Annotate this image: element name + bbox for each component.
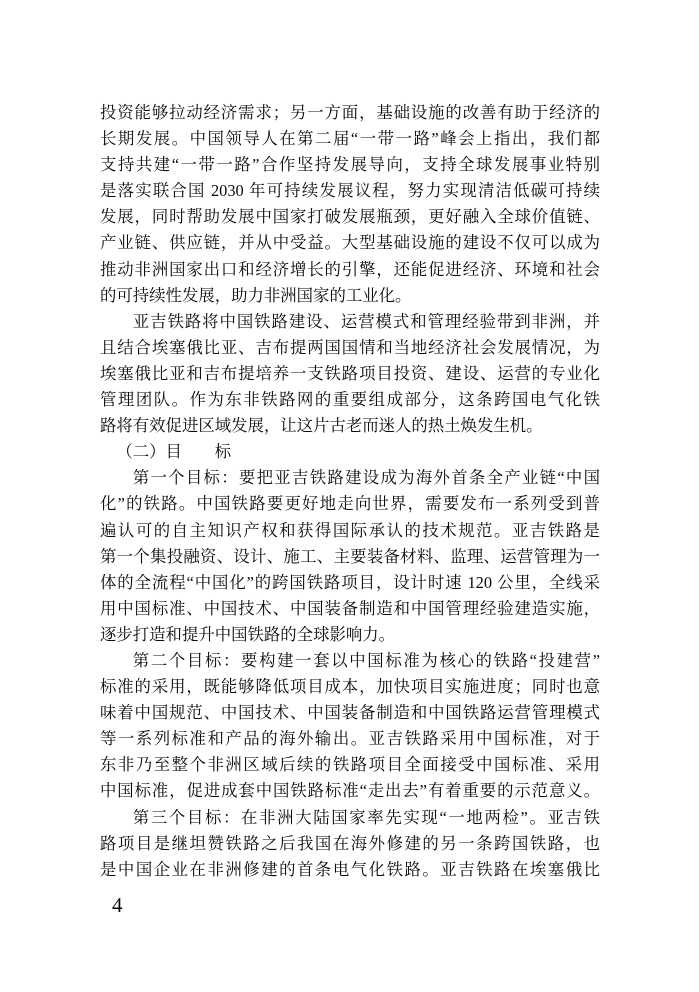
section-heading: （二）目 标 — [116, 442, 232, 462]
text-line: 产业链、供应链，并从中受益。大型基础设施的建设不仅可以成为 — [100, 233, 600, 253]
text-line: 味着中国规范、中国技术、中国装备制造和中国铁路运营管理模式 — [100, 703, 600, 723]
page-number: 4 — [112, 893, 123, 917]
text-line: 投资能够拉动经济需求；另一方面，基础设施的改善有助于经济的 — [100, 103, 600, 122]
text-line: 东非乃至整个非洲区域后续的铁路项目全面接受中国标准、采用 — [100, 755, 600, 775]
text-line: 亚吉铁路将中国铁路建设、运营模式和管理经验带到非洲，并 — [132, 311, 600, 331]
text-line: 逐步打造和提升中国铁路的全球影响力。 — [100, 624, 396, 644]
text-line: 标准的采用，既能够降低项目成本，加快项目实施进度；同时也意 — [100, 677, 600, 697]
text-line: 管理团队。作为东非铁路网的重要组成部分，这条跨国电气化铁 — [100, 390, 600, 410]
text-line: 遍认可的自主知识产权和获得国际承认的技术规范。亚吉铁路是 — [100, 520, 600, 540]
text-line: 路项目是继坦赞铁路之后我国在海外修建的另一条跨国铁路，也 — [100, 833, 600, 853]
text-line: 埃塞俄比亚和吉布提培养一支铁路项目投资、建设、运营的专业化 — [100, 363, 600, 383]
body-text — [100, 100, 600, 883]
text-line: 中国标准，促进成套中国铁路标准“走出去”有着重要的示范意义。 — [100, 781, 600, 801]
paragraph — [100, 309, 600, 439]
text-line: 发展，同时帮助发展中国家打破发展瓶颈，更好融入全球价值链、 — [100, 207, 600, 227]
text-line: 且结合埃塞俄比亚、吉布提两国国情和当地经济社会发展情况，为 — [100, 337, 600, 357]
text-line: 推动非洲国家出口和经济增长的引擎，还能促进经济、环境和社会 — [100, 259, 600, 279]
text-line: 等一系列标准和产品的海外输出。亚吉铁路采用中国标准，对于 — [100, 729, 600, 749]
paragraph — [100, 465, 600, 648]
text-line: 是落实联合国 2030 年可持续发展议程，努力实现清洁低碳可持续 — [100, 181, 600, 201]
paragraph — [100, 648, 600, 805]
text-line: 第一个集投融资、设计、施工、主要装备材料、监理、运营管理为一 — [100, 546, 600, 566]
text-line: 第三个目标：在非洲大陆国家率先实现“一地两检”。亚吉铁 — [132, 807, 600, 827]
text-line: 化”的铁路。中国铁路要更好地走向世界，需要发布一系列受到普 — [100, 494, 600, 514]
paragraph — [100, 805, 600, 883]
text-line: 的可持续性发展，助力非洲国家的工业化。 — [100, 285, 412, 305]
text-line: 支持共建“一带一路”合作坚持发展导向，支持全球发展事业特别 — [100, 155, 600, 175]
text-line: 第一个目标：要把亚吉铁路建设成为海外首条全产业链“中国 — [132, 468, 600, 488]
text-line: 第二个目标：要构建一套以中国标准为核心的铁路“投建营” — [132, 650, 600, 670]
paragraph — [100, 100, 600, 309]
text-line: 是中国企业在非洲修建的首条电气化铁路。亚吉铁路在埃塞俄比 — [100, 859, 600, 879]
text-line: 用中国标准、中国技术、中国装备制造和中国管理经验建造实施， — [100, 598, 600, 618]
text-line: 路将有效促进区域发展，让这片古老而迷人的热土焕发生机。 — [100, 416, 543, 436]
text-line: 长期发展。中国领导人在第二届“一带一路”峰会上指出，我们都 — [100, 129, 600, 149]
text-line: 体的全流程“中国化”的跨国铁路项目，设计时速 120 公里，全线采 — [100, 572, 600, 592]
